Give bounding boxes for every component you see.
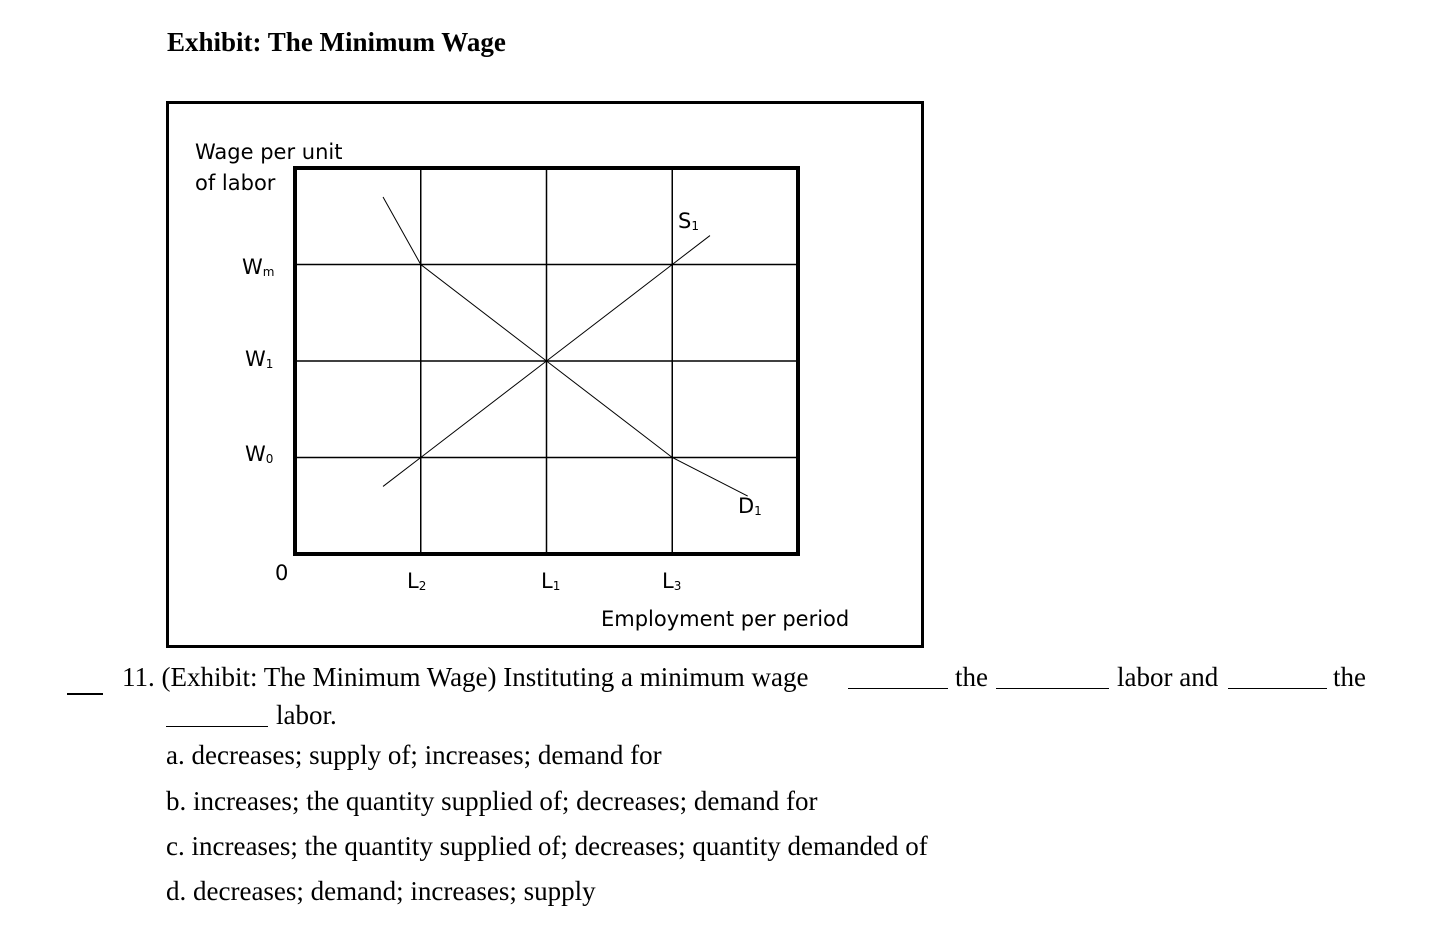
- y-axis-label-line1: Wage per unit: [195, 140, 343, 164]
- word-labor-end: labor.: [276, 700, 337, 730]
- x-tick-l1: L1: [541, 569, 561, 593]
- minimum-wage-chart: [169, 104, 921, 645]
- choice-c[interactable]: c. increases; the quantity supplied of; decreases; quantity demanded of: [166, 831, 928, 861]
- exhibit-title: Exhibit: The Minimum Wage: [167, 27, 506, 57]
- exhibit-figure: [166, 101, 924, 648]
- question-stem: 11. (Exhibit: The Minimum Wage) Instituting a minimum wage: [122, 662, 809, 692]
- blank-4[interactable]: [166, 702, 268, 727]
- answer-blank[interactable]: [67, 693, 103, 695]
- choice-a[interactable]: a. decreases; supply of; increases; demand for: [166, 740, 662, 770]
- word-the-2: the: [1333, 662, 1366, 692]
- supply-curve-label: S1: [678, 209, 699, 233]
- y-tick-wm: Wm: [242, 255, 275, 279]
- demand-curve-label: D1: [738, 494, 762, 518]
- x-tick-l2: L2: [407, 569, 427, 593]
- word-the-1: the: [955, 662, 988, 692]
- choice-d[interactable]: d. decreases; demand; increases; supply: [166, 876, 596, 906]
- y-tick-w1: W1: [245, 347, 274, 371]
- y-axis-label-line2: of labor: [195, 171, 276, 195]
- choice-b[interactable]: b. increases; the quantity supplied of; decreases; demand for: [166, 786, 818, 816]
- blank-2[interactable]: [996, 664, 1109, 689]
- blank-3[interactable]: [1228, 664, 1327, 689]
- y-tick-w0: W0: [245, 442, 274, 466]
- blank-1[interactable]: [848, 664, 948, 689]
- origin-label: 0: [275, 561, 289, 585]
- x-axis-label: Employment per period: [601, 607, 850, 631]
- word-labor-and: labor and: [1117, 662, 1219, 692]
- question-stem-line1: [122, 658, 809, 696]
- x-tick-l3: L3: [662, 569, 682, 593]
